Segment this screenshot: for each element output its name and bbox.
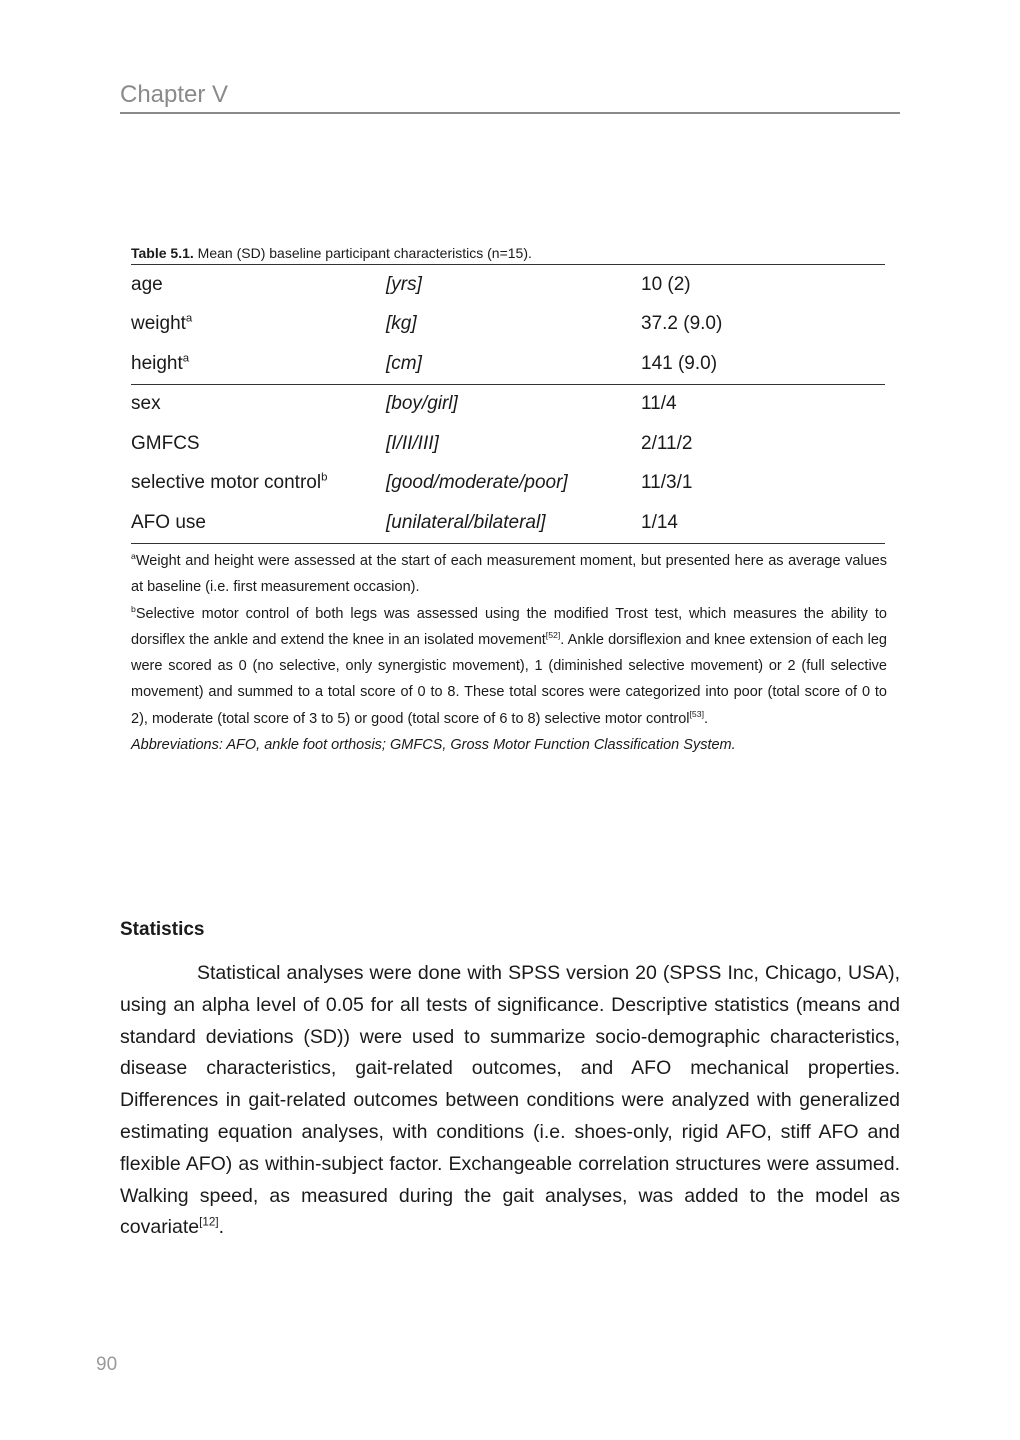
row-unit: [good/moderate/poor]: [386, 472, 568, 494]
characteristics-table: [131, 265, 885, 544]
row-label: AFO use: [131, 503, 386, 543]
row-value: 37.2 (9.0): [641, 313, 723, 335]
table-row: [131, 265, 885, 305]
row-value: 11/3/1: [641, 472, 693, 494]
row-unit: [kg]: [386, 313, 417, 335]
row-label: height$^a$: [131, 344, 386, 384]
row-unit: [cm]: [386, 344, 641, 384]
row-value: 11/4: [641, 393, 677, 415]
row-label: age: [131, 273, 163, 295]
table-caption-text: Mean (SD) baseline participant characteristics (n=15).: [193, 245, 532, 261]
row-label: GMFCS: [131, 432, 200, 454]
footnote-a: $^a$Weight and height were assessed at the start of each measurement moment, but presented here as average values at baseline (i.e. first measurement occasion).: [131, 551, 887, 596]
table-row: [131, 424, 885, 464]
table-footnotes: [131, 548, 887, 758]
footnote-b: $^b$Selective motor control of both legs was assessed using the modified Trost test, which measures the ability to dorsiflex the ankle and extend the knee in an isolated movement[52]. Ankle dorsiflexion and knee extension of each leg were scored as 0 (no selective, only synergistic movement), 1 (diminished selective movement) or 2 (full selective movement) and summed to a total score of 0 to 8. These total scores were categorized into poor (total score of 0 to 2), moderate (total score of 3 to 5) or good (total score of 6 to 8) selective motor control[53].: [131, 603, 887, 727]
table-row: [131, 464, 885, 504]
chapter-header: Chapter V: [120, 80, 900, 114]
row-unit: [unilateral/bilateral]: [386, 503, 641, 543]
row-unit: [yrs]: [386, 273, 422, 295]
table-row: [131, 384, 885, 424]
row-label: weight$^a$: [131, 312, 193, 335]
section-heading-statistics: Statistics: [120, 919, 205, 940]
page-number: 90: [96, 1354, 118, 1375]
table-row: [131, 305, 885, 345]
table-row: [131, 503, 885, 543]
row-value: 1/14: [641, 503, 885, 543]
citation-53: [53]: [689, 708, 705, 719]
row-value: 141 (9.0): [641, 344, 885, 384]
row-label: sex: [131, 393, 161, 415]
citation-12: [12]: [199, 1215, 219, 1229]
row-unit: [I/II/III]: [386, 432, 439, 454]
citation-52: [52]: [545, 630, 561, 641]
abbreviations-note: Abbreviations: AFO, ankle foot orthosis; GMFCS, Gross Motor Function Classification System.: [131, 737, 736, 754]
statistics-paragraph: Statistical analyses were done with SPSS version 20 (SPSS Inc, Chicago, USA), using an alpha level of 0.05 for all tests of significance. Descriptive statistics (means and standard deviations (SD)) were used to summarize socio-demographic characteristics, disease characteristics, gait-related outcomes, and AFO mechanical properties. Differences in gait-related outcomes between conditions were analyzed with generalized estimating equation analyses, with conditions (i.e. shoes-only, rigid AFO, stiff AFO and flexible AFO) as within-subject factor. Exchangeable correlation structures were assumed. Walking speed, as measured during the gait analyses, was added to the model as covariate[12].: [120, 962, 900, 1239]
row-unit: [boy/girl]: [386, 393, 458, 415]
row-value: 10 (2): [641, 273, 691, 295]
row-label: selective motor control$^b$: [131, 471, 328, 494]
row-value: 2/11/2: [641, 432, 693, 454]
table-row: [131, 344, 885, 384]
table-caption: [131, 244, 885, 265]
table-caption-label: Table 5.1.: [131, 245, 194, 261]
table-5-1: [131, 244, 885, 544]
